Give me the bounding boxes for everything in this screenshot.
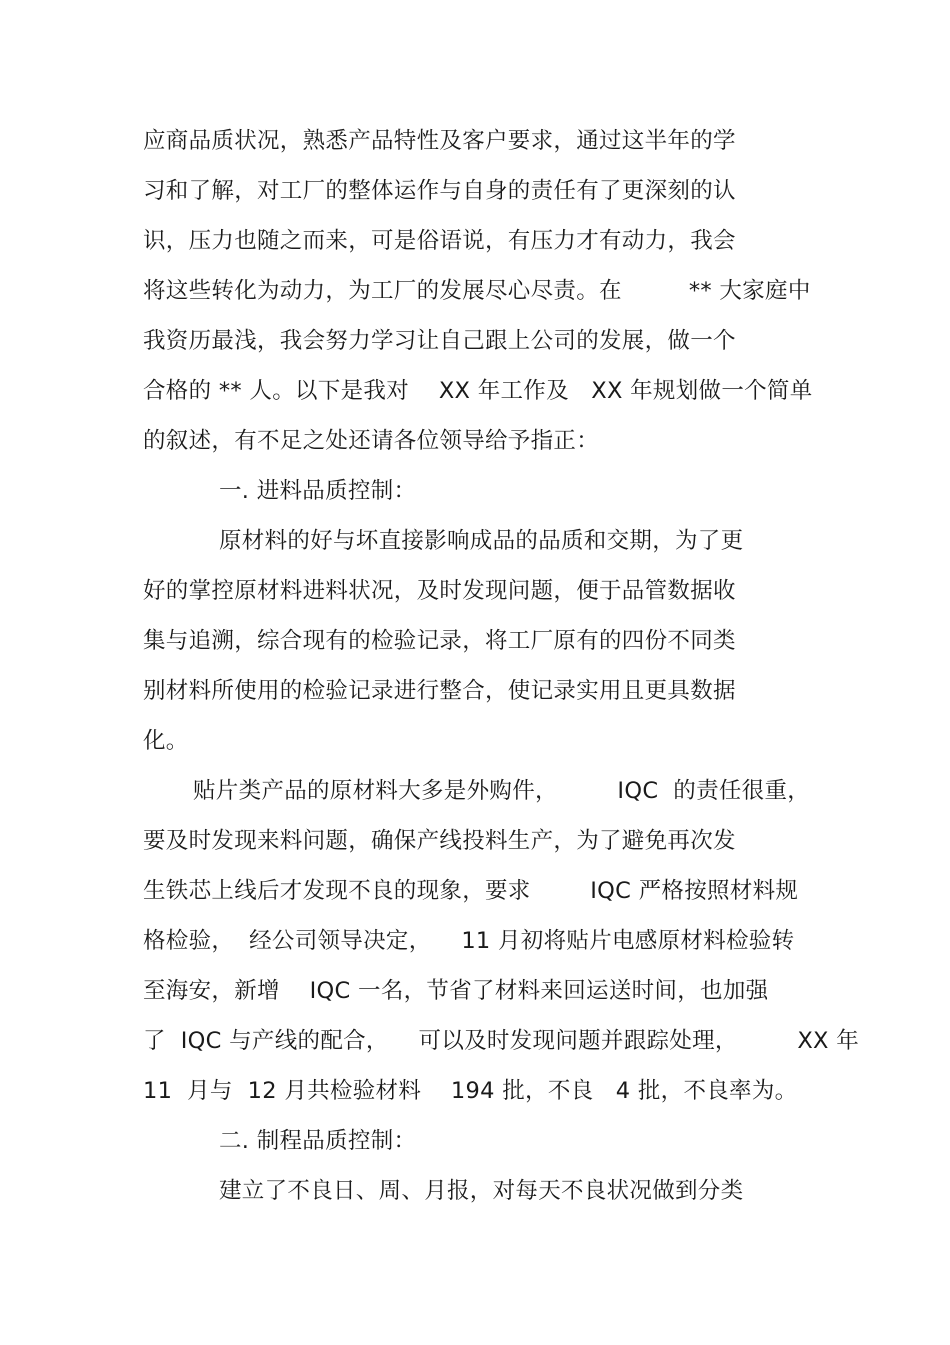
paragraph-line: 建立了不良日、周、月报，对每天不良状况做到分类 — [219, 1178, 744, 1204]
paragraph-line: 习和了解，对工厂的整体运作与自身的责任有了更深刻的认 — [143, 178, 736, 204]
paragraph-line: 的叙述，有不足之处还请各位领导给予指正： — [143, 428, 600, 454]
paragraph-line: 合格的 ** 人。以下是我对 XX 年工作及 XX 年规划做一个简单 — [143, 378, 813, 404]
section-heading: 一. 进料品质控制： — [219, 478, 417, 504]
paragraph-line: 集与追溯，综合现有的检验记录，将工厂原有的四份不同类 — [143, 628, 736, 654]
paragraph-line: 生铁芯上线后才发现不良的现象，要求 IQC 严格按照材料规 — [143, 878, 799, 904]
section-heading: 二. 制程品质控制： — [219, 1128, 417, 1154]
paragraph-line: 格检验， 经公司领导决定， 11 月初将贴片电感原材料检验转 — [143, 928, 795, 954]
paragraph-line: 将这些转化为动力，为工厂的发展尽心尽责。在 ** 大家庭中 — [143, 278, 811, 304]
paragraph-line: 要及时发现来料问题，确保产线投料生产，为了避免再次发 — [143, 828, 736, 854]
paragraph-line: 我资历最浅，我会努力学习让自己跟上公司的发展，做一个 — [143, 328, 736, 354]
paragraph-line: 贴片类产品的原材料大多是外购件， IQC 的责任很重， — [193, 778, 811, 804]
paragraph-line: 11 月与 12 月共检验材料 194 批，不良 4 批，不良率为。 — [143, 1078, 798, 1104]
paragraph-line: 至海安，新增 IQC 一名，节省了材料来回运送时间，也加强 — [143, 978, 769, 1004]
paragraph-line: 好的掌控原材料进料状况，及时发现问题，便于品管数据收 — [143, 578, 736, 604]
paragraph-line: 应商品质状况，熟悉产品特性及客户要求，通过这半年的学 — [143, 128, 736, 154]
paragraph-line: 原材料的好与坏直接影响成品的品质和交期，为了更 — [219, 528, 744, 554]
paragraph-line: 化。 — [143, 728, 189, 754]
paragraph-line: 识，压力也随之而来，可是俗语说，有压力才有动力，我会 — [143, 228, 736, 254]
paragraph-line: 了 IQC 与产线的配合， 可以及时发现问题并跟踪处理， XX 年 — [143, 1028, 860, 1054]
paragraph-line: 别材料所使用的检验记录进行整合，使记录实用且更具数据 — [143, 678, 736, 704]
